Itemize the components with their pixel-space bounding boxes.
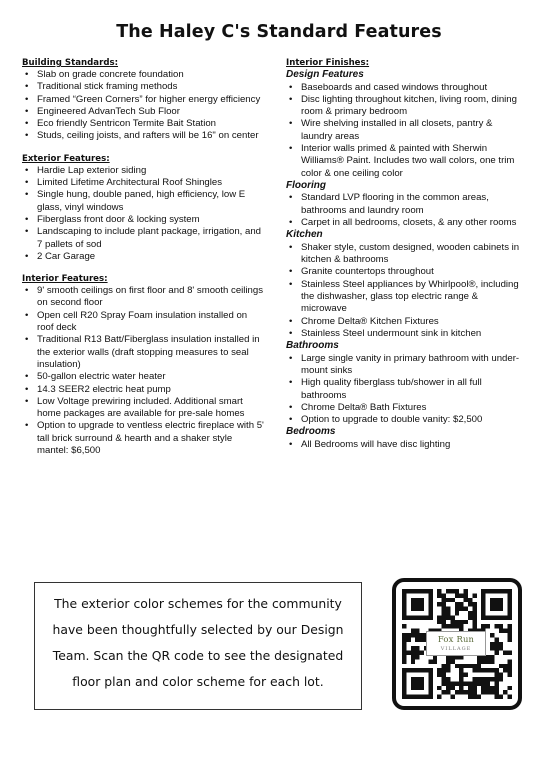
page-title: The Haley C's Standard Features xyxy=(116,22,442,42)
list-item: • Traditional stick framing methods xyxy=(22,81,266,93)
kitchen-list xyxy=(286,242,524,340)
list-item: • Large single vanity in primary bathroom with under-mount sinks xyxy=(286,353,524,378)
list-item: • Standard LVP flooring in the common areas, bathrooms and laundry room xyxy=(286,192,524,217)
bedrooms-list xyxy=(286,439,524,451)
bathrooms-list xyxy=(286,353,524,427)
list-item: • Landscaping to include plant package, irrigation, and 7 pallets of sod xyxy=(22,226,266,251)
exterior-features-list xyxy=(22,165,266,263)
fox-run-logo xyxy=(426,631,486,656)
list-item: • Stainless Steel appliances by Whirlpool®, including the dishwasher, glass top electric range & microwave xyxy=(286,279,524,316)
right-column xyxy=(286,57,524,451)
subsection-heading: Bathrooms xyxy=(286,340,339,352)
list-item: • Chrome Delta® Bath Fixtures xyxy=(286,402,524,414)
list-item: • Option to upgrade to double vanity: $2,500 xyxy=(286,414,524,426)
subsection-heading: Bedrooms xyxy=(286,426,336,438)
list-item: • Stainless Steel undermount sink in kitchen xyxy=(286,328,524,340)
list-item: • Chrome Delta® Kitchen Fixtures xyxy=(286,316,524,328)
list-item: • Disc lighting throughout kitchen, living room, dining room & primary bedroom xyxy=(286,94,524,119)
list-item: • Studs, ceiling joists, and rafters will be 16" on center xyxy=(22,130,266,142)
logo-name: Fox Run xyxy=(437,634,475,644)
interior-features-section xyxy=(22,273,266,457)
color-scheme-notice: The exterior color schemes for the community have been thoughtfully selected by our Design Team. Scan the QR code to see the designated floor plan and color scheme for each lot. xyxy=(34,582,362,710)
list-item: • Low Voltage prewiring included. Additional smart home packages are available for pre-sale homes xyxy=(22,396,266,421)
interior-features-list xyxy=(22,285,266,457)
list-item: • 14.3 SEER2 electric heat pump xyxy=(22,384,266,396)
section-heading: Interior Features: xyxy=(22,274,108,285)
list-item: • Limited Lifetime Architectural Roof Shingles xyxy=(22,177,266,189)
list-item: • Shaker style, custom designed, wooden cabinets in kitchen & bathrooms xyxy=(286,242,524,267)
list-item: • Engineered AdvanTech Sub Floor xyxy=(22,106,266,118)
building-standards-section xyxy=(22,57,266,143)
section-heading: Exterior Features: xyxy=(22,153,110,164)
list-item: • Traditional R13 Batt/Fiberglass insulation installed in the exterior walls (draft stopping measures to seal insulation) xyxy=(22,334,266,371)
list-item: • Framed “Green Corners” for higher energy efficiency xyxy=(22,94,266,106)
list-item: • Carpet in all bedrooms, closets, & any other rooms xyxy=(286,217,524,229)
list-item: • Single hung, double paned, high efficiency, low E glass, vinyl windows xyxy=(22,189,266,214)
list-item: • Option to upgrade to ventless electric fireplace with 5' tall brick surround & hearth and a shaker style mantel: $6,500 xyxy=(22,420,266,457)
list-item: • Interior walls primed & painted with Sherwin Williams® Paint. Includes two wall colors, one trim color & one ceiling color xyxy=(286,143,524,180)
list-item: • High quality fiberglass tub/shower in all full bathrooms xyxy=(286,377,524,402)
list-item: • Wire shelving installed in all closets, pantry & laundry areas xyxy=(286,118,524,143)
flooring-list xyxy=(286,192,524,229)
list-item: • Hardie Lap exterior siding xyxy=(22,165,266,177)
list-item: • Baseboards and cased windows throughout xyxy=(286,82,524,94)
section-heading: Interior Finishes: xyxy=(286,58,370,68)
section-heading: Building Standards: xyxy=(22,58,119,68)
exterior-features-section xyxy=(22,153,266,263)
list-item: • 9' smooth ceilings on first floor and 8' smooth ceilings on second floor xyxy=(22,285,266,310)
left-column xyxy=(22,57,266,457)
list-item: • Eco friendly Sentricon Termite Bait Station xyxy=(22,118,266,130)
design-features-list xyxy=(286,82,524,180)
list-item: • Slab on grade concrete foundation xyxy=(22,69,266,81)
building-standards-list xyxy=(22,69,266,143)
list-item: • Fiberglass front door & locking system xyxy=(22,214,266,226)
subsection-heading: Kitchen xyxy=(286,229,323,241)
subsection-heading: Flooring xyxy=(286,179,326,191)
list-item: • Granite countertops throughout xyxy=(286,266,524,278)
list-item: • All Bedrooms will have disc lighting xyxy=(286,439,524,451)
list-item: • 2 Car Garage xyxy=(22,251,266,263)
list-item: • Open cell R20 Spray Foam insulation installed on roof deck xyxy=(22,310,266,335)
list-item: • 50-gallon electric water heater xyxy=(22,371,266,383)
subsection-heading: Design Features xyxy=(286,69,364,80)
logo-subtitle: VILLAGE xyxy=(440,646,472,652)
qr-code[interactable] xyxy=(392,578,522,710)
